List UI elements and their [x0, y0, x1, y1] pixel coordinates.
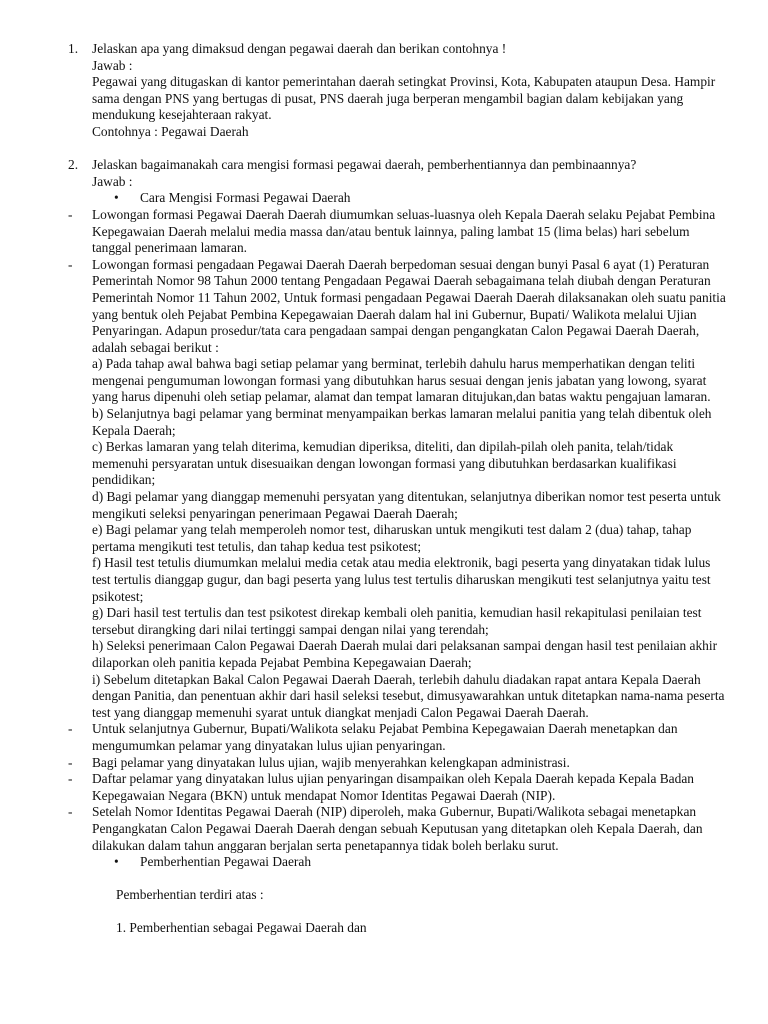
dash-item — [0, 721, 726, 754]
section-title: Pemberhentian Pegawai Daerah — [140, 854, 312, 870]
dash-item-paragraph: Setelah Nomor Identitas Pegawai Daerah (NIP) diperoleh, maka Gubernur, Bupati/Walikota sebagai menetapkan Pengangkatan Calon Pegawai Daerah Daerah dengan sebuah Keputusan yang ditetapkan oleh Kepala Daerah, dan dilakukan dalam tahun anggaran berjalan serta penetapannya tidak boleh berlaku surut. — [92, 804, 703, 853]
dash-item-paragraph: Lowongan formasi Pegawai Daerah Daerah diumumkan seluas-luasnya oleh Kepala Daerah selaku Pejabat Pembina Kepegawaian Daerah melalui media massa dan/atau bentuk lainnya, paling lambat 15 (lima belas) hari sebelum tanggal penerimaan lamaran. — [92, 206, 716, 256]
dash-marker: - — [68, 754, 73, 770]
answer-example: Contohnya : Pegawai Daerah — [92, 123, 249, 139]
answer-label: Jawab : — [92, 57, 133, 73]
question-text: Jelaskan apa yang dimaksud dengan pegawai daerah dan berikan contohnya ! — [92, 41, 507, 56]
dash-item-paragraph: b) Selanjutnya bagi pelamar yang berminat menyampaikan berkas lamaran melalui panitia yang telah dibentuk oleh Kepala Daerah; — [92, 406, 712, 438]
dash-marker: - — [68, 256, 73, 272]
section-heading-pemberhentian — [0, 854, 720, 871]
dash-item-paragraph: Untuk selanjutnya Gubernur, Bupati/Walikota selaku Pejabat Pembina Kepegawaian Daerah menetapkan dan mengumumkan pelamar yang dinyatakan lulus ujian penyaringan. — [92, 721, 678, 753]
question-number: 1. — [68, 41, 79, 56]
dash-item-paragraph: h) Seleksi penerimaan Calon Pegawai Daerah Daerah mulai dari pelaksanan sampai dengan hasil test penilaian akhir dilaporkan oleh panitia kepada Pejabat Pembina Kepegawaian Daerah; — [92, 638, 718, 670]
dash-item — [0, 207, 726, 257]
question-number: 2. — [68, 157, 79, 173]
question-1 — [0, 41, 722, 141]
dash-marker: - — [68, 206, 73, 222]
answer-text: Pegawai yang ditugaskan di kantor pemerintahan daerah setingkat Provinsi, Kota, Kabupaten ataupun Desa. Hampir sama dengan PNS yang bertugas di pusat, PNS daerah juga berperan mengambil bagian dalam kebijakan yang mendukung kesejahteraan rakyat. — [92, 74, 716, 123]
section-item: 1. Pemberhentian sebagai Pegawai Daerah dan — [116, 920, 367, 936]
bullet-icon: • — [114, 854, 119, 870]
dash-item — [0, 771, 726, 804]
dash-item-paragraph: Lowongan formasi pengadaan Pegawai Daerah Daerah berpedoman sesuai dengan bunyi Pasal 6 ayat (1) Peraturan Pemerintah Nomor 98 Tahun 2000 tentang Pengadaan Pegawai Daerah sebagaimana telah diubah dengan Peraturan Pemerintah Nomor 11 Tahun 2002, Untuk formasi pengadaan Pegawai Daerah Daerah dilaksanakan oleh suatu panitia yang bentuk oleh Pejabat Pembina Kepegawaian Daerah dalam hal ini Gubernur, Bupati/ Walikota melalui Ujian Penyaringan. Adapun prosedur/tata cara pengadaan sampai dengan pengangkatan Calon Pegawai Daerah Daerah, adalah sebagai berikut : — [92, 256, 726, 355]
dash-item-paragraph: g) Dari hasil test tertulis dan test psikotest direkap kembali oleh panitia, kemudian hasil rekapitulasi penilaian test tersebut dirangking dari nilai tertinggi sampai dengan nilai yang terendah; — [92, 605, 702, 637]
dash-item-paragraph: d) Bagi pelamar yang dianggap memenuhi persyatan yang ditentukan, selanjutnya diberikan nomor test peserta untuk mengikuti seleksi penyaringan penerimaan Pegawai Daerah Daerah; — [92, 489, 721, 521]
question-text: Jelaskan bagaimanakah cara mengisi formasi pegawai daerah, pemberhentiannya dan pembinaannya? — [92, 157, 637, 173]
spacer — [0, 871, 768, 888]
dash-item-paragraph: Bagi pelamar yang dinyatakan lulus ujian, wajib menyerahkan kelengkapan administrasi. — [92, 754, 570, 770]
section-intro: Pemberhentian terdiri atas : — [116, 887, 264, 903]
section-heading-formasi — [0, 190, 720, 207]
question-2 — [0, 157, 722, 190]
section-title: Cara Mengisi Formasi Pegawai Daerah — [140, 190, 351, 206]
dash-marker: - — [68, 721, 73, 737]
dash-marker: - — [68, 771, 73, 787]
dash-item-paragraph: f) Hasil test tetulis diumumkan melalui media cetak atau media elektronik, bagi peserta yang dinyatakan tidak lulus test tertulis dianggap gugur, dan bagi peserta yang lulus test tertulis diharuskan mengikuti test selanjutnya yaitu test psikotest; — [92, 555, 711, 604]
dash-list — [0, 207, 768, 854]
spacer — [0, 904, 768, 921]
spacer — [0, 141, 768, 158]
dash-item-paragraph: c) Berkas lamaran yang telah diterima, kemudian diperiksa, diteliti, dan dipilah-pilah oleh panita, telah/tidak memenuhi persyaratan untuk disesuaikan dengan lowongan formasi yang dibutuhkan berdasarkan kualifikasi pendidikan; — [92, 439, 677, 488]
dash-item-paragraph: e) Bagi pelamar yang telah memperoleh nomor test, diharuskan untuk mengikuti test dalam 2 (dua) tahap, tahap pertama mengikuti test tetulis, dan tahap kedua test psikotest; — [92, 522, 692, 554]
dash-marker: - — [68, 804, 73, 820]
document-page — [0, 41, 768, 937]
answer-label: Jawab : — [92, 173, 133, 189]
dash-item-paragraph: Daftar pelamar yang dinyatakan lulus ujian penyaringan disampaikan oleh Kepala Daerah kepada Kepala Badan Kepegawaian Negara (BKN) untuk mendapat Nomor Identitas Pegawai Daerah (NIP). — [92, 771, 694, 803]
dash-item-paragraph: a) Pada tahap awal bahwa bagi setiap pelamar yang berminat, terlebih dahulu harus memperhatikan dengan teliti mengenai pengumuman lowongan formasi yang dibutuhkan harus sesuai dengan jenis jabatan yang lowong, syarat yang harus dipenuhi oleh setiap pelamar, alamat dan tempat lamaran ditujukan,dan batas waktu pengajuan lamaran. — [92, 356, 711, 405]
dash-item-paragraph: i) Sebelum ditetapkan Bakal Calon Pegawai Daerah Daerah, terlebih dahulu diadakan rapat antara Kepala Daerah dengan Panitia, dan penentuan akhir dari hasil seleksi tesebut, dimusyawarahkan untuk ditetapkan nama-nama peserta test yang dianggap memenuhi syarat untuk diangkat menjadi Calon Pegawai Daerah Daerah. — [92, 671, 725, 720]
dash-item — [0, 804, 726, 854]
dash-item — [0, 257, 726, 722]
dash-item — [0, 755, 726, 772]
bullet-icon: • — [114, 190, 119, 206]
